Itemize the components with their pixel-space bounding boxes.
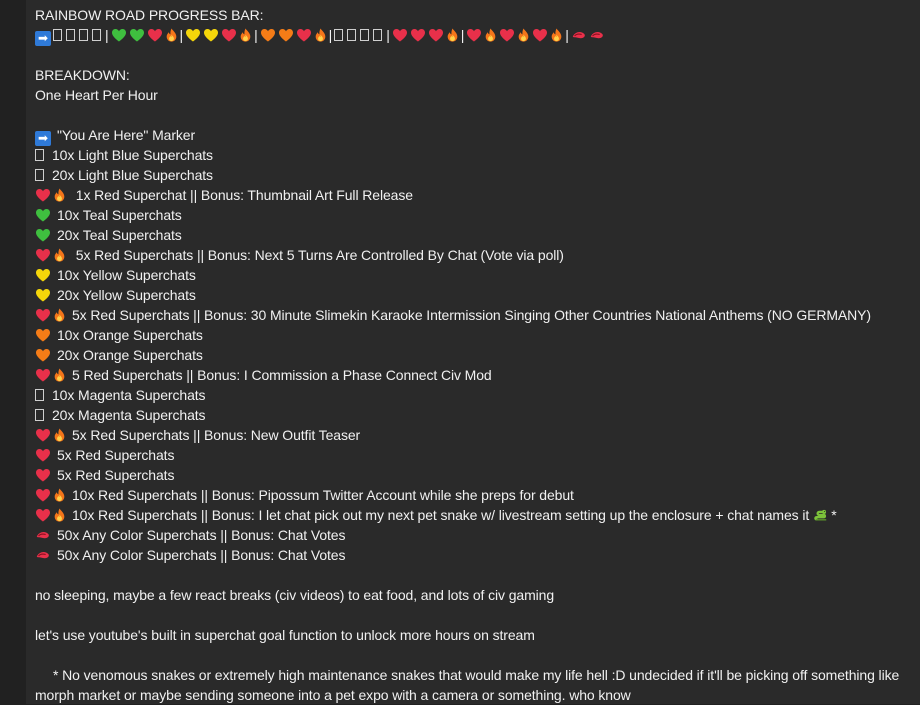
separator-bar: | <box>254 27 258 43</box>
progress-bar-row <box>35 25 915 45</box>
fire-icon <box>53 188 66 202</box>
heart-red-icon <box>35 188 51 202</box>
asterisk-footnote-marker: * <box>831 507 837 523</box>
separator-bar: | <box>386 27 390 43</box>
heart-red-icon <box>35 488 51 502</box>
missing-glyph-box-icon <box>35 389 44 401</box>
breakdown-item-text: 5x Red Superchats || Bonus: New Outfit Teaser <box>72 427 361 443</box>
breakdown-item <box>35 345 915 365</box>
snake-icon <box>813 508 829 522</box>
breakdown-item <box>35 185 915 205</box>
breakdown-item-text: 50x Any Color Superchats || Bonus: Chat Votes <box>57 527 346 543</box>
red-snake-flag-icon <box>589 28 605 42</box>
breakdown-item-text: 10x Teal Superchats <box>57 207 182 223</box>
fire-icon <box>239 28 252 42</box>
breakdown-item-text: 1x Red Superchat || Bonus: Thumbnail Art Full Release <box>72 187 413 203</box>
right-arrow-marker-icon: ➡ <box>35 31 51 46</box>
heart-red-icon <box>35 468 51 482</box>
heart-green-icon <box>35 228 51 242</box>
description-text <box>35 5 915 705</box>
missing-glyph-box-icon <box>347 29 356 41</box>
red-snake-flag-icon <box>571 28 587 42</box>
fire-icon <box>484 28 497 42</box>
missing-glyph-box-icon <box>360 29 369 41</box>
breakdown-item <box>35 365 915 385</box>
breakdown-item <box>35 265 915 285</box>
progress-bar-title: RAINBOW ROAD PROGRESS BAR: <box>35 7 264 23</box>
heart-red-icon <box>35 248 51 262</box>
heart-red-icon <box>221 28 237 42</box>
breakdown-item <box>35 465 915 485</box>
heart-red-icon <box>410 28 426 42</box>
separator-bar: | <box>179 27 184 43</box>
missing-glyph-box-icon <box>53 29 62 41</box>
fire-icon <box>517 28 530 42</box>
breakdown-item <box>35 525 915 545</box>
breakdown-item-text: 20x Magenta Superchats <box>52 407 206 423</box>
breakdown-item <box>35 425 915 445</box>
heart-red-icon <box>499 28 515 42</box>
missing-glyph-box-icon <box>92 29 101 41</box>
heart-red-icon <box>35 368 51 382</box>
breakdown-item-text: 20x Orange Superchats <box>57 347 203 363</box>
breakdown-subtitle: One Heart Per Hour <box>35 87 158 103</box>
breakdown-item-text: 5 Red Superchats || Bonus: I Commission a Phase Connect Civ Mod <box>72 367 492 383</box>
fire-icon <box>165 28 178 42</box>
note-paragraph-3-text: * No venomous snakes or extremely high maintenance snakes that would make my life hell :D undecided if it'll be picking off something like morph market or maybe sending someone into a pet expo with a camera or something. who know <box>35 667 900 703</box>
note-paragraph-2: let's use youtube's built in superchat goal function to unlock more hours on stream <box>35 627 535 643</box>
separator-bar: | <box>328 27 333 43</box>
breakdown-item-text: 50x Any Color Superchats || Bonus: Chat Votes <box>57 547 346 563</box>
red-snake-flag-icon <box>35 548 51 562</box>
missing-glyph-box-icon <box>35 409 44 421</box>
heart-red-icon <box>35 428 51 442</box>
missing-glyph-box-icon <box>334 29 343 41</box>
separator-bar: | <box>565 27 569 43</box>
breakdown-item-text: 10x Red Superchats || Bonus: Pipossum Twitter Account while she preps for debut <box>72 487 574 503</box>
breakdown-item <box>35 545 915 565</box>
breakdown-item-text: 20x Yellow Superchats <box>57 287 196 303</box>
heart-yellow-icon <box>185 28 201 42</box>
heart-red-icon <box>35 508 51 522</box>
breakdown-item <box>35 145 915 165</box>
fire-icon <box>53 308 66 322</box>
heart-orange-icon <box>35 348 51 362</box>
fire-icon <box>446 28 459 42</box>
heart-green-icon <box>111 28 127 42</box>
right-arrow-marker-icon: ➡ <box>35 131 51 146</box>
breakdown-item-text: 10x Red Superchats || Bonus: I let chat pick out my next pet snake w/ livestream setting up the enclosure + chat names it <box>72 507 810 523</box>
fire-icon <box>550 28 563 42</box>
breakdown-item-text: 20x Teal Superchats <box>57 227 182 243</box>
fire-icon <box>53 488 66 502</box>
separator-bar: | <box>460 27 465 43</box>
breakdown-item <box>35 285 915 305</box>
fire-icon <box>53 508 66 522</box>
fire-icon <box>53 248 66 262</box>
heart-red-icon <box>35 308 51 322</box>
missing-glyph-box-icon <box>79 29 88 41</box>
breakdown-item <box>35 305 915 325</box>
breakdown-item <box>35 225 915 245</box>
fire-icon <box>53 368 66 382</box>
breakdown-item-text: 10x Light Blue Superchats <box>52 147 213 163</box>
missing-glyph-box-icon <box>373 29 382 41</box>
heart-orange-icon <box>35 328 51 342</box>
heart-red-icon <box>532 28 548 42</box>
breakdown-item-text: 5x Red Superchats <box>57 467 175 483</box>
breakdown-item <box>35 165 915 185</box>
heart-yellow-icon <box>35 288 51 302</box>
breakdown-item-text: 5x Red Superchats || Bonus: 30 Minute Slimekin Karaoke Intermission Singing Other Countries National Anthems (NO GERMANY) <box>72 307 871 323</box>
missing-glyph-box-icon <box>66 29 75 41</box>
breakdown-item-text: "You Are Here" Marker <box>57 127 196 143</box>
breakdown-item-text: 10x Magenta Superchats <box>52 387 206 403</box>
fire-icon <box>314 28 327 42</box>
breakdown-item <box>35 325 915 345</box>
breakdown-item-text: 20x Light Blue Superchats <box>52 167 213 183</box>
heart-yellow-icon <box>203 28 219 42</box>
breakdown-item-text: 5x Red Superchats <box>57 447 175 463</box>
breakdown-item <box>35 245 915 265</box>
heart-green-icon <box>35 208 51 222</box>
heart-green-icon <box>129 28 145 42</box>
breakdown-item <box>35 205 915 225</box>
breakdown-item-text: 10x Yellow Superchats <box>57 267 196 283</box>
snake-icon <box>35 668 51 682</box>
note-paragraph-1: no sleeping, maybe a few react breaks (civ videos) to eat food, and lots of civ gaming <box>35 587 555 603</box>
breakdown-item <box>35 485 915 505</box>
heart-red-icon <box>147 28 163 42</box>
heart-red-icon <box>296 28 312 42</box>
breakdown-item-text: 10x Orange Superchats <box>57 327 203 343</box>
heart-orange-icon <box>278 28 294 42</box>
breakdown-item <box>35 505 915 525</box>
missing-glyph-box-icon <box>35 149 44 161</box>
breakdown-item <box>35 445 915 465</box>
breakdown-item <box>35 125 915 145</box>
breakdown-item <box>35 405 915 425</box>
heart-red-icon <box>35 448 51 462</box>
heart-red-icon <box>466 28 482 42</box>
heart-orange-icon <box>260 28 276 42</box>
heart-red-icon <box>392 28 408 42</box>
separator-bar: | <box>105 27 109 43</box>
breakdown-title: BREAKDOWN: <box>35 67 130 83</box>
red-snake-flag-icon <box>35 528 51 542</box>
note-paragraph-3 <box>35 665 915 705</box>
heart-red-icon <box>428 28 444 42</box>
missing-glyph-box-icon <box>35 169 44 181</box>
fire-icon <box>53 428 66 442</box>
heart-yellow-icon <box>35 268 51 282</box>
breakdown-item-text: 5x Red Superchats || Bonus: Next 5 Turns Are Controlled By Chat (Vote via poll) <box>72 247 564 263</box>
breakdown-item <box>35 385 915 405</box>
breakdown-list <box>35 125 915 565</box>
